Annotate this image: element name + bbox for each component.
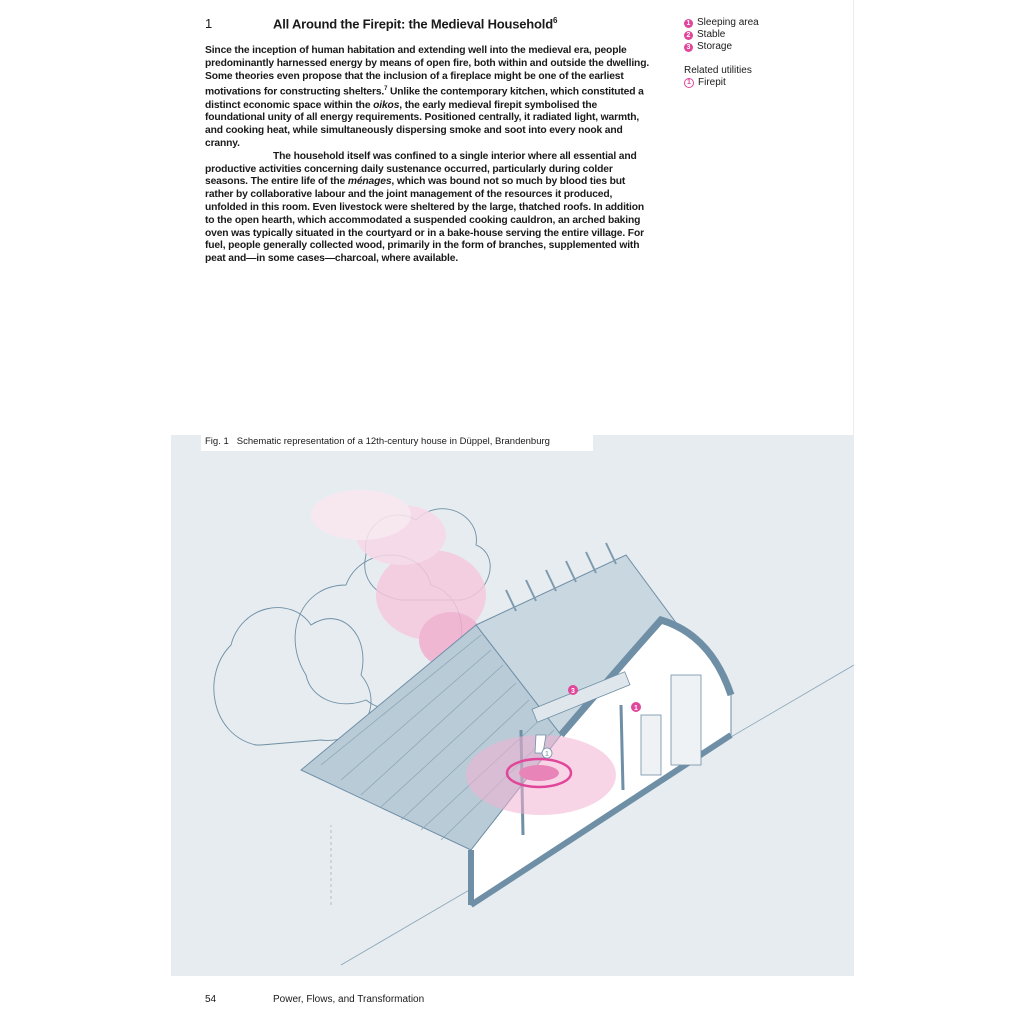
utility-label: Firepit <box>698 77 726 88</box>
marker-firepit <box>542 748 552 758</box>
legend-badge: 1 <box>684 19 693 28</box>
body-text <box>205 45 650 266</box>
paragraph-1-text-a: Since the inception of human habitation and extending well into the medieval era, people predominantly harnessed energy by means of open fire, both within and outside the dwelling. Some theories even propose that the inclusion of a fireplace might be one of the earliest motivations for constructing shelters. <box>205 45 650 98</box>
legend-badge: 3 <box>684 43 693 52</box>
paragraph-2-italic: ménages <box>347 176 392 188</box>
legend-item-sleeping <box>684 17 759 29</box>
legend-label: Sleeping area <box>697 17 759 28</box>
paragraph-2-text-b: , which was bound not so much by blood ties but rather by collaborative labour and the joint management of the resources it produced, unfolded in this room. Even livestock were sheltered by the large, thatched roofs. In addition to the open hearth, which accommodated a suspended cooking cauldron, an arched baking oven was typically situated in the courtyard or in a bake-house serving the entire village. For fuel, people generally collected wood, primarily in the form of branches, supplemented with peat and—in some cases—charcoal, where available. <box>205 176 645 265</box>
roof-post <box>621 705 623 790</box>
footnote-ref: 7 <box>384 86 388 93</box>
utility-badge: 1 <box>684 78 694 88</box>
paragraph-1-text-b: Unlike the contemporary kitchen, which constituted a distinct economic space within the <box>205 86 644 111</box>
marker-sleeping <box>631 702 641 712</box>
chapter-title <box>273 16 557 31</box>
paragraph-1 <box>205 45 650 151</box>
legend-item-storage <box>684 41 759 53</box>
chapter-title-text: All Around the Firepit: the Medieval Household <box>273 16 553 32</box>
legend-item-stable <box>684 29 759 41</box>
page-edge <box>853 0 854 435</box>
marker-firepit-label: 1 <box>545 751 549 758</box>
paragraph-1-text-c: , the early medieval firepit symbolised the foundational unity of all energy requirements. Positioned centrally, it radiated light, warmth, and cooking heat, while simultaneously dispersing smoke and soot into every nook and cranny. <box>205 99 640 149</box>
shelf <box>671 675 701 765</box>
paragraph-2 <box>205 151 650 266</box>
legend-badge: 2 <box>684 31 693 40</box>
utilities-heading: Related utilities <box>684 65 752 76</box>
marker-storage <box>568 685 578 695</box>
legend-label: Storage <box>697 41 733 52</box>
marker-storage-label: 3 <box>571 688 575 695</box>
house-illustration <box>171 435 854 976</box>
sleeping-bench <box>641 715 661 775</box>
page-number: 54 <box>205 994 217 1005</box>
title-footnote-ref: 6 <box>552 16 558 25</box>
legend-label: Stable <box>697 29 726 40</box>
utility-item-firepit <box>684 77 759 89</box>
legend <box>684 17 759 89</box>
figure-caption-text: Schematic representation of a 12th-century house in Düppel, Brandenburg <box>236 436 550 447</box>
tree-icon <box>214 608 371 745</box>
figure-label: Fig. 1 <box>205 436 229 447</box>
figure-caption <box>205 435 550 448</box>
paragraph-1-italic: oikos <box>373 99 400 111</box>
marker-sleeping-label: 1 <box>634 705 638 712</box>
figure-illustration <box>171 435 854 976</box>
chapter-number: 1 <box>205 16 213 31</box>
running-title: Power, Flows, and Transformation <box>273 994 425 1005</box>
paragraph-2-text-a: The household itself was confined to a single interior where all essential and productive activities concerning daily sustenance occurred, particularly during colder seasons. The entire life of the <box>205 150 637 188</box>
